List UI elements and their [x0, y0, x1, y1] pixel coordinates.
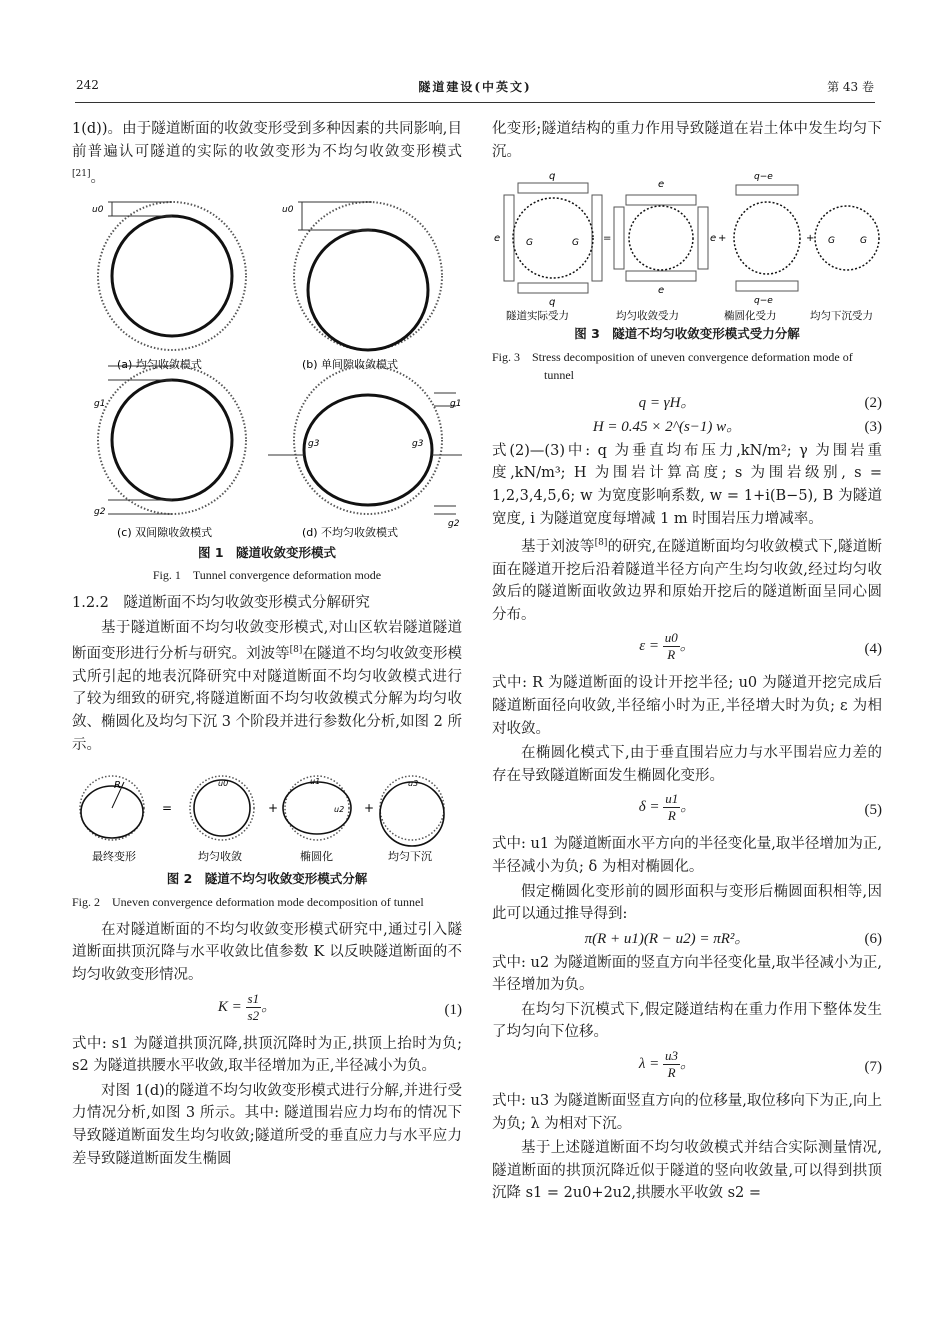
paragraph: 假定椭圆化变形前的圆形面积与变形后椭圆面积相等,因此可以通过推导得到:: [492, 883, 882, 923]
fig3-G: G: [860, 236, 867, 247]
fig3-label: 均匀下沉受力: [810, 310, 873, 322]
figure-3-caption: 图 3 隧道不均匀收敛变形模式受力分解: [574, 326, 800, 342]
fig1-sub-d: (d) 不均匀收敛模式: [302, 525, 399, 539]
fig3-e-side: e: [710, 233, 717, 245]
paragraph: 基于刘波等[8]的研究,在隧道断面均匀收敛模式下,隧道断面在隧道开挖后沿着隧道半径方向产生均匀收敛,经过均匀收敛后的隧道断面收敛边界和原始开挖后的隧道断面呈同心圆分布。: [492, 538, 883, 623]
fig1-sub-a: (a) 均匀收敛模式: [117, 357, 202, 371]
journal-title: 隧道建设(中英文): [418, 80, 532, 94]
fig1-d: [268, 366, 462, 529]
fig3-label: 均匀收敛受力: [616, 310, 679, 322]
fig1-c: [94, 366, 246, 517]
fig2-u3-label: u3: [408, 779, 419, 789]
figure-1-caption-en: Fig. 1 Tunnel convergence deformation mode: [152, 568, 382, 583]
figure-1: [72, 196, 462, 540]
paragraph: 式中: R 为隧道断面的设计开挖半径; u0 为隧道开挖完成后隧道断面径向收敛,半径缩小时为正,半径增大时为负; ε 为相对收敛。: [492, 675, 882, 737]
fig2-u1-label: u1: [310, 777, 321, 787]
fig3-label: 椭圆化受力: [724, 310, 777, 322]
fig3-q-top: q: [549, 171, 556, 183]
figure-2-caption: 图 2 隧道不均匀收敛变形模式分解: [166, 871, 368, 887]
figure-1-drawing: [72, 196, 462, 540]
paragraph: 基于隧道断面不均匀收敛变形模式,对山区软岩隧道隧道断面变形进行分析与研究。刘波等[8]在隧道不均匀收敛变形模式所引起的地表沉降研究中对隧道断面不均匀收敛模式进行了较为细致的研究,将隧道断面不均匀收敛模式分解为均匀收敛、椭圆化及均匀下沉 3 个阶段并进行参数化分析,如图 2 所示。: [72, 619, 463, 753]
fig3-qe-bot: q−e: [754, 296, 773, 307]
fig1-sub-b: (b) 单间隙收敛模式: [302, 357, 399, 371]
fig1-g2b-label: g2: [448, 518, 460, 529]
paragraph: 对图 1(d)的隧道不均匀收敛变形模式进行分解,并进行受力情况分析,如图 3 所示。其中: 隧道围岩应力均布的情况下导致隧道断面发生均匀收敛;隧道所受的垂直应力与水平应力差导致隧道断面发生椭圆: [72, 1082, 462, 1167]
equation-6: π(R + u1)(R − u2) = πR²。 (6): [584, 930, 882, 947]
fig1-g1-label: g1: [94, 398, 106, 409]
paragraph: 在均匀下沉模式下,假定隧道结构在重力作用下整体发生了均匀向下位移。: [492, 1001, 882, 1041]
fig1-g2-label: g2: [94, 506, 106, 517]
fig2-u0-label: u0: [218, 779, 229, 789]
fig3-G: G: [572, 238, 579, 249]
fig3-qe-top: q−e: [754, 172, 773, 183]
fig3-label: 隧道实际受力: [506, 310, 569, 322]
fig3-op: =: [603, 233, 612, 245]
fig1-sub-c: (c) 双间隙收敛模式: [117, 525, 213, 539]
equation-7: λ = $\frac{u3}{R}$ 。 (7): [638, 1048, 882, 1081]
equation-3: H = 0.45 × 2^(s−1) w。 (3): [592, 418, 882, 435]
volume-label: 第 43 卷: [827, 80, 874, 94]
paragraph: 式中: u1 为隧道断面水平方向的半径变化量,取半径增加为正,半径减小为负; δ 为相对椭圆化。: [492, 836, 882, 875]
fig2-label: 均匀收敛: [198, 850, 242, 864]
paragraph: 1(d))。由于隧道断面的收敛变形受到多种因素的共同影响,目前普遍认可隧道的实际的收敛变形为不均匀收敛变形模式[21]。: [72, 121, 462, 187]
fig2-u2-label: u2: [334, 805, 345, 815]
fig3-op: +: [718, 233, 727, 245]
paragraph: 式(2)—(3)中: q 为垂直均布压力,kN/m²; γ 为围岩重度,kN/m³; H 为围岩计算高度; s 为围岩级别, s = 1,2,3,4,5,6; w 为宽度影响系数, w = 1+i(B−5), B 为隧道宽度, i 为隧道宽度每增减 1 m 时围岩压力增减率。: [492, 442, 882, 527]
fig1-g1b-label: g1: [450, 398, 462, 409]
fig2-label: 椭圆化: [300, 850, 333, 864]
fig1-u0-label-b: u0: [282, 204, 294, 215]
paragraph: 基于上述隧道断面不均匀收敛模式并结合实际测量情况,隧道断面的拱顶沉降近似于隧道的竖向收敛量,可以得到拱顶沉降 s1 = 2u0+2u2,拱腰水平收敛 s2 =: [492, 1140, 882, 1202]
paragraph: 式中: s1 为隧道拱顶沉降,拱顶沉降时为正,拱顶上抬时为负; s2 为隧道拱腰水平收敛,取半径增加为正,半径减小为负。: [72, 1035, 462, 1075]
header-rule: [75, 102, 875, 103]
fig1-b: [282, 202, 442, 350]
fig2-label: 均匀下沉: [388, 850, 432, 864]
fig3-e-left: e: [494, 233, 501, 245]
figure-2-drawing: [72, 766, 462, 866]
fig2-R-label: R: [114, 780, 121, 792]
equation-4: ε = $\frac{u0}{R}$ 。 (4): [639, 630, 882, 663]
fig3-q-bot: q: [549, 297, 556, 309]
figure-3: [492, 171, 882, 321]
paragraph: 化变形;隧道结构的重力作用导致隧道在岩土体中发生均匀下沉。: [492, 121, 882, 160]
right-column: [492, 118, 882, 1207]
page-number: 242: [76, 78, 99, 92]
paragraph: 在对隧道断面的不均匀收敛变形模式研究中,通过引入隧道断面拱顶沉降与水平收敛比值参数 K 以反映隧道断面的不均匀收敛变形情况。: [72, 921, 462, 983]
fig2-equals: =: [162, 801, 173, 816]
fig3-e-mid-top: e: [658, 179, 665, 191]
equation-2: q = γH。 (2): [638, 394, 882, 411]
fig2-label: 最终变形: [92, 850, 136, 864]
fig1-g3b-label: g3: [412, 438, 424, 449]
figure-2-caption-en: Fig. 2 Uneven convergence deformation mode decomposition of tunnel: [72, 894, 424, 909]
figure-1-caption: 图 1 隧道收敛变形模式: [197, 544, 337, 560]
equation-1: K = $\frac{s1}{s2}$ 。 (1): [217, 990, 462, 1023]
fig3-e-mid-bot: e: [658, 285, 665, 297]
fig3-G: G: [526, 238, 533, 249]
fig1-a: [92, 202, 246, 350]
fig2-plus-2: +: [364, 801, 375, 816]
fig3-G: G: [828, 236, 835, 247]
equation-5: δ = $\frac{u1}{R}$ 。 (5): [638, 791, 882, 824]
left-column: [72, 118, 462, 1172]
fig1-g3-label: g3: [308, 438, 320, 449]
paragraph: 式中: u3 为隧道断面竖直方向的位移量,取位移向下为正,向上为负; λ 为相对下沉。: [492, 1093, 882, 1132]
figure-2: [72, 766, 462, 866]
fig3-op: +: [806, 233, 815, 245]
paragraph: 式中: u2 为隧道断面的竖直方向半径变化量,取半径减小为正,半径增加为负。: [492, 954, 882, 994]
section-title: 1.2.2 隧道断面不均匀收敛变形模式分解研究: [72, 595, 370, 612]
paragraph: 在椭圆化模式下,由于垂直围岩应力与水平围岩应力差的存在导致隧道断面发生椭圆化变形。: [492, 745, 882, 784]
fig1-u0-label: u0: [92, 204, 104, 215]
figure-3-caption-en: Fig. 3 Stress decomposition of uneven convergence deformation mode of tunnel: [492, 349, 853, 382]
figure-3-drawing: [492, 171, 882, 321]
fig2-plus-1: +: [268, 801, 279, 816]
